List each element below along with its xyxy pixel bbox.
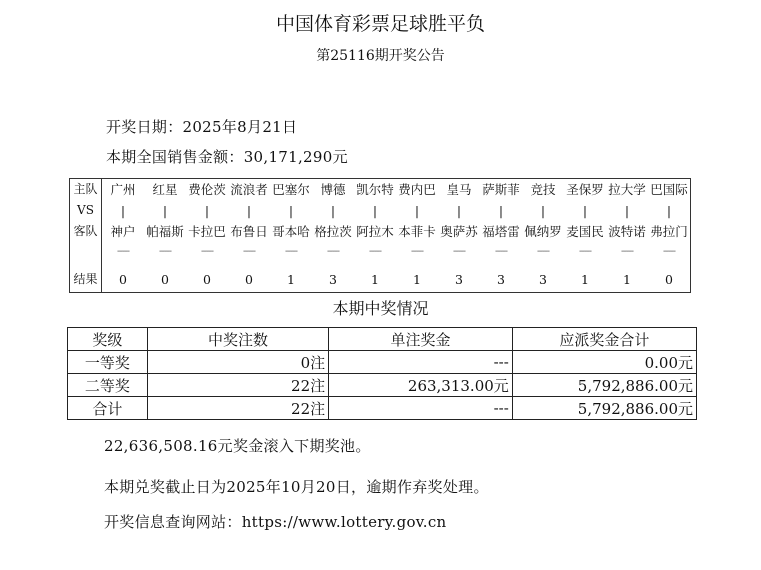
- vs-mark: |: [330, 203, 336, 218]
- draw-date: 开奖日期：2025年8月21日: [106, 118, 298, 136]
- away-team: 福塔雷: [482, 224, 520, 239]
- vs-mark: |: [456, 203, 462, 218]
- separator-line: -----: [327, 246, 339, 257]
- header-level: 奖级: [68, 328, 148, 351]
- match-result: 1: [287, 272, 295, 287]
- page-title: 中国体育彩票足球胜平负: [275, 13, 485, 35]
- prize-table: [67, 327, 697, 420]
- header-count: 中奖注数: [147, 328, 328, 351]
- away-team: 卡拉巴: [188, 224, 226, 239]
- home-team: 凯尔特: [356, 182, 394, 197]
- home-team: 竞技: [530, 182, 556, 197]
- prize-total-row: [68, 397, 697, 420]
- home-team: 费伦茨: [188, 182, 226, 197]
- match-column: [648, 179, 690, 292]
- home-team: 拉大学: [608, 182, 646, 197]
- winner-count: 22注: [147, 397, 328, 420]
- separator-line: -----: [369, 246, 381, 257]
- separator-line: -----: [201, 246, 213, 257]
- separator-line: -----: [411, 246, 423, 257]
- away-team: 神户: [110, 224, 136, 239]
- prize-level: 二等奖: [68, 374, 148, 397]
- home-team: 广州: [110, 182, 136, 197]
- separator-line: -----: [537, 246, 549, 257]
- vs-mark: |: [582, 203, 588, 218]
- total-prize: 5,792,886.00元: [512, 397, 696, 420]
- match-column: [228, 179, 270, 292]
- home-team: 红星: [152, 182, 178, 197]
- match-result: 1: [581, 272, 589, 287]
- vs-mark: |: [624, 203, 630, 218]
- result-label: 结果: [73, 272, 98, 286]
- separator-line: -----: [159, 246, 171, 257]
- match-result: 0: [119, 272, 127, 287]
- vs-mark: |: [540, 203, 546, 218]
- vs-mark: |: [498, 203, 504, 218]
- home-team: 流浪者: [230, 182, 268, 197]
- match-result: 0: [665, 272, 673, 287]
- separator-line: -----: [243, 246, 255, 257]
- match-column: [186, 179, 228, 292]
- prize-header-row: [68, 328, 697, 351]
- vs-label: VS: [77, 203, 94, 217]
- deadline-note: 本期兑奖截止日为2025年10月20日，逾期作弃奖处理。: [104, 478, 489, 496]
- match-result: 3: [497, 272, 505, 287]
- separator-line: -----: [285, 246, 297, 257]
- vs-mark: |: [372, 203, 378, 218]
- away-team: 波特诺: [608, 224, 646, 239]
- match-column: [270, 179, 312, 292]
- away-team: 帕福斯: [146, 224, 184, 239]
- prize-level: 一等奖: [68, 351, 148, 374]
- winner-count: 22注: [147, 374, 328, 397]
- separator-line: -----: [663, 246, 675, 257]
- issue-subtitle: 第25116期开奖公告: [316, 48, 445, 64]
- away-team: 奥萨苏: [440, 224, 478, 239]
- match-result: 1: [413, 272, 421, 287]
- home-team: 费内巴: [398, 182, 436, 197]
- away-team: 布鲁日: [230, 224, 268, 239]
- match-column: [354, 179, 396, 292]
- away-team: 麦国民: [566, 224, 604, 239]
- away-team: 阿拉木: [356, 224, 394, 239]
- total-prize: 5,792,886.00元: [512, 374, 696, 397]
- match-column: [564, 179, 606, 292]
- match-result: 3: [455, 272, 463, 287]
- vs-mark: |: [666, 203, 672, 218]
- prize-section-title: 本期中奖情况: [332, 299, 429, 318]
- match-column: [606, 179, 648, 292]
- match-column: [144, 179, 186, 292]
- match-result: 0: [203, 272, 211, 287]
- home-team: 萨斯菲: [482, 182, 520, 197]
- away-team: 格拉茨: [314, 224, 352, 239]
- separator-line: -----: [453, 246, 465, 257]
- home-label: 主队: [73, 182, 98, 196]
- home-team: 巴国际: [650, 182, 688, 197]
- vs-mark: |: [414, 203, 420, 218]
- match-result: 1: [623, 272, 631, 287]
- header-unit-prize: 单注奖金: [329, 328, 513, 351]
- unit-prize: 263,313.00元: [329, 374, 513, 397]
- website-note: 开奖信息查询网站：https://www.lottery.gov.cn: [104, 513, 447, 531]
- match-column: [480, 179, 522, 292]
- home-team: 巴塞尔: [272, 182, 310, 197]
- vs-mark: |: [246, 203, 252, 218]
- separator-line: -----: [495, 246, 507, 257]
- winner-count: 0注: [147, 351, 328, 374]
- match-result: 1: [371, 272, 379, 287]
- match-table: [69, 178, 691, 293]
- away-team: 本菲卡: [398, 224, 436, 239]
- sales-amount: 本期全国销售金额：30,171,290元: [106, 148, 348, 166]
- separator-line: -----: [579, 246, 591, 257]
- vs-mark: |: [120, 203, 126, 218]
- prize-row: [68, 374, 697, 397]
- vs-mark: |: [288, 203, 294, 218]
- away-team: 哥本哈: [272, 224, 310, 239]
- match-result: 3: [329, 272, 337, 287]
- match-column: [438, 179, 480, 292]
- match-result: 3: [539, 272, 547, 287]
- separator-line: -----: [117, 246, 129, 257]
- prize-row: [68, 351, 697, 374]
- match-result: 0: [245, 272, 253, 287]
- prize-level: 合计: [68, 397, 148, 420]
- total-prize: 0.00元: [512, 351, 696, 374]
- match-column: [102, 179, 144, 292]
- match-column: [312, 179, 354, 292]
- separator-line: -----: [621, 246, 633, 257]
- match-row-labels: [70, 179, 102, 293]
- match-column: [522, 179, 564, 292]
- unit-prize: ---: [329, 397, 513, 420]
- away-team: 弗拉门: [650, 224, 688, 239]
- away-label: 客队: [73, 224, 98, 238]
- match-result: 0: [161, 272, 169, 287]
- match-column: [396, 179, 438, 292]
- header-total: 应派奖金合计: [512, 328, 696, 351]
- vs-mark: |: [162, 203, 168, 218]
- home-team: 皇马: [446, 182, 472, 197]
- home-team: 圣保罗: [566, 182, 604, 197]
- unit-prize: ---: [329, 351, 513, 374]
- rollover-note: 22,636,508.16元奖金滚入下期奖池。: [104, 437, 371, 455]
- vs-mark: |: [204, 203, 210, 218]
- match-columns: [102, 179, 691, 293]
- home-team: 博德: [320, 182, 346, 197]
- away-team: 佩纳罗: [524, 224, 562, 239]
